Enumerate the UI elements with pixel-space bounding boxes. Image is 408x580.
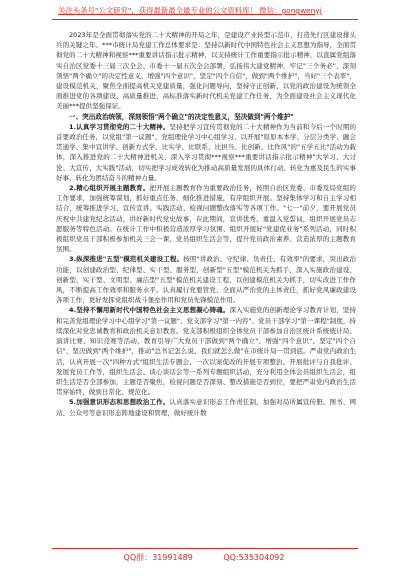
item-5-body: 认真落实意识形态工作责任制，加强对局所属宣传册、图书、网站、公众号等意识形态阵地建设和管理，做好统计数 [56, 398, 356, 417]
item-3-body: 按照"讲政治、守纪律、负责任、有效率"的要求，突出政治功能，以创建政治型、纪律型、实干型、服务型、创新型"五型"模范机关为抓手，深入实施政治建设、创新型、实干型、文明型、廉洁型"五型"模范机关建设工程，以创建模范机关为抓手，切实改进工作作风，不断提高工作效率和服务水平。认真履行党要管党、全面从严治党的主体责任，抓好党风廉政建设各项工作，更好发挥党组织战斗堡垒作用和党员先锋模范作用。 [56, 255, 356, 305]
footer-divider [52, 548, 358, 549]
item-5-title: 5.加强意识形态和思想政治工作。 [69, 398, 170, 407]
item-1-paragraph [56, 122, 356, 183]
item-5-paragraph [56, 397, 356, 417]
document-body [56, 30, 356, 418]
item-4-paragraph [56, 305, 356, 397]
header-divider [52, 19, 358, 20]
item-2-title: 2.精心组织开展主题教育。 [69, 184, 150, 193]
banner-text[interactable]: 关注头条号"公文研究"，获得最新最全最专业的公文资料库！ 微信：gongwenyj [58, 6, 322, 15]
footer [0, 552, 408, 563]
header-banner [0, 0, 408, 24]
item-2-paragraph [56, 183, 356, 254]
footer-qq-contact: QQ:535304092 [223, 553, 285, 562]
item-3-title: 3.纵深推进"五型"模范机关建设工程。 [69, 255, 184, 264]
item-4-body: 深入实施党的创新理论学习教育计划，坚持和完善党组理论学习中心组学习"第一议题"、党支部学习"第一内容"、党员干部学习"第一课程"制度，持续深化对党忠诚教育和政治机关意识教育。党支部积极组织全体党员干部参加自治区统计系统统计局、演讲比赛、知识竞赛等活动，教育引导广大党员干部做到"两个确立"、增强"四个意识"、坚定"四个自信"、坚决做到"两个维护"，推动"总书记怎么说、我们就怎么做"在市统计局一贯到底。严肃党内政治生活，认真开展一次"四种方式"组织生活专题会、一次以案促改的开展专项整治、开展批评与自我批评、发展党员工作等，组织生活会、谈心谈话会等一系列专题组织活动，充分利用全体会员组织生活会，组织生活是否全部参加，主题是否聚焦，检视问题是否深刻、整改措施是否到位，要把严肃党内政治生活贯穿始终，做到日常化、规范化。 [56, 306, 356, 397]
intro-paragraph: 2023年是全面贯彻落实党的二十大精神的开局之年，是建设产业转型示范市、打造先行区建设排头兵的关键之年。***市统计局党建工作总体要求是：坚持以新时代中国特色社会主义思想为指导，全面贯彻党的二十大精神和视察***重要讲话指示批示精神，以支持统计工作重要指示批示精神，以直属党组落实自治区党委十三届三次全会、市委十一届五次全会部署，弘扬伟大建党精神，牢记"三个务必"，深刻领悟"两个确立"的决定性意义，增强"四个意识"，坚定"四个自信"，做到"两个维护"，当好"三个表率"，建设模范机关，聚焦全面提高机关党建质量，强化问题导向，坚持守正创新，以党的政治建设为统领全面推进党的各项建设，高质量推进、高标准落实新时代机关党建工作任务，为全面建设社会主义现代化美丽***提供坚强保证。 [56, 31, 356, 111]
section-1-heading: 一、突出政治统领，深刻领悟"两个确立"的决定性意义，坚决做到"两个维护" [69, 112, 294, 121]
item-1-title: 1.认真学习贯彻党的二十大精神。 [69, 122, 170, 131]
item-4-title: 4.坚持不懈用新时代中国特色社会主义思想凝心铸魂。 [69, 306, 230, 315]
item-2-body: 把开展主题教育作为重要政治任务，按照自治区党委、市委及局党组的工作要求，加强统筹谋划，抓好重点任务，细化推进措施，有序组织开展。坚持集体学习和自主学习相结合，统筹推进学习、宣传宣讲、实践活动、检视问题整改落实等各项工作。"七一"前夕，要开展党员庆祝中共建党纪念活动，讲好新时代党史故事，在此期间，宣讲优秀、重温入党誓词，组织开展党员志愿服务等特色活动。在统计工作中积极营造浓厚学习氛围、组织开展好"党建促业务"系列活动，同时积极组织党员干部积极参加机关三会一课、党员组织生活会等，提升党员政治素养、营造浓厚的主题教育氛围。 [56, 184, 356, 254]
item-1-body: 坚持把学习宣传贯彻党的二十大精神作为当前和今后一个时期的首要政治任务，以党组"第一议题"、党组理论学习中心组学习、以开展"原原本本学、分层分类学、融会贯通学、集中宣讲学、创新方式学、比实学、比联系、比担当、比创新、比作风"的"五学五比"活动为载体，深入推进党的二十大精神进机关、深入学习贯彻***视察***重要讲话指示批示精神"大学习、大讨论、大宣传、大实践"活动，切实把学习成效转化为推动高质量发展的具体行动、转化为惠及民生的实事好事、转化为团结奋斗的精神力量。 [56, 122, 356, 182]
footer-qq-group: QQ群：31991489 [123, 553, 193, 562]
item-3-paragraph [56, 254, 356, 305]
